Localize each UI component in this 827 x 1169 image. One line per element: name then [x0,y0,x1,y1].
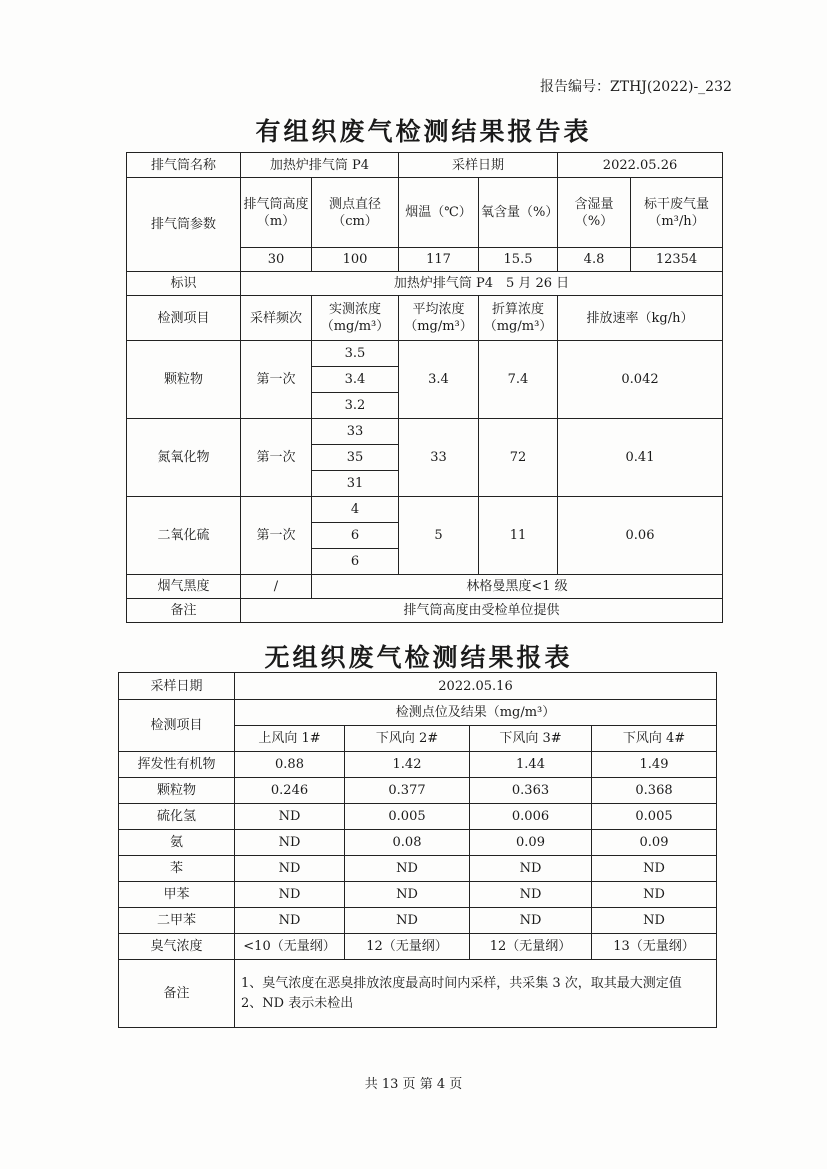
sample-date-label: 采样日期 [399,153,558,178]
cell-value: 0.246 [235,778,345,804]
table-row [119,908,717,934]
param-header: 测点直径（cm） [312,178,399,248]
cell-value: 0.006 [470,804,592,830]
table-row [119,700,717,726]
result-header: 检测项目 [127,296,241,341]
cell-value: 0.377 [345,778,470,804]
table-row [127,419,723,445]
cell-value: 0.09 [470,830,592,856]
converted-value: 72 [479,419,558,497]
measured-value: 3.2 [312,393,399,419]
cell-value: 0.005 [592,804,717,830]
param-value: 30 [241,248,312,272]
pollutant-name: 臭气浓度 [119,934,235,960]
measured-value: 35 [312,445,399,471]
table-row [119,830,717,856]
table-row [127,272,723,296]
table-row [127,575,723,599]
cell-value: ND [345,882,470,908]
stack-name-label: 排气筒名称 [127,153,241,178]
cell-value: ND [235,856,345,882]
param-header: 排气筒高度（m） [241,178,312,248]
cell-value: 1.42 [345,752,470,778]
fugitive-emission-table [118,672,717,1028]
param-header: 标干废气量（m³/h） [631,178,723,248]
item-name: 颗粒物 [127,341,241,419]
point-header: 下风向 3# [470,726,592,752]
result-header: 采样频次 [241,296,312,341]
smoke-label: 烟气黑度 [127,575,241,599]
cell-value: ND [345,856,470,882]
remark-line: 1、臭气浓度在恶臭排放浓度最高时间内采样，共采集 3 次，取其最大测定值 [241,975,682,991]
cell-value: 0.88 [235,752,345,778]
result-header: 实测浓度（mg/m³） [312,296,399,341]
cell-value: ND [345,908,470,934]
measured-value: 33 [312,419,399,445]
cell-value: 0.368 [592,778,717,804]
param-header: 含湿量（%） [558,178,631,248]
param-header: 氧含量（%） [479,178,558,248]
item-freq: 第一次 [241,419,312,497]
param-value: 100 [312,248,399,272]
points-label: 检测点位及结果（mg/m³） [235,700,717,726]
avg-value: 5 [399,497,479,575]
table-row [127,178,723,248]
item-name: 氮氧化物 [127,419,241,497]
smoke-value: 林格曼黑度<1 级 [312,575,723,599]
measured-value: 31 [312,471,399,497]
param-value: 15.5 [479,248,558,272]
organized-emission-title: 有组织废气检测结果报告表 [255,117,592,146]
remark-value: 排气筒高度由受检单位提供 [241,599,723,623]
measured-value: 3.5 [312,341,399,367]
sample-date: 2022.05.16 [235,673,717,700]
cell-value: 13（无量纲） [592,934,717,960]
cell-value: 0.08 [345,830,470,856]
param-value: 117 [399,248,479,272]
cell-value: 0.363 [470,778,592,804]
rate-value: 0.042 [558,341,723,419]
cell-value: <10（无量纲） [235,934,345,960]
table-row [127,497,723,523]
measured-value: 6 [312,523,399,549]
page-footer: 共 13 页 第 4 页 [364,1077,463,1092]
cell-value: ND [592,856,717,882]
rate-value: 0.06 [558,497,723,575]
id-label: 标识 [127,272,241,296]
table-row [119,934,717,960]
cell-value: ND [470,882,592,908]
organized-emission-table [126,152,723,623]
pollutant-name: 氨 [119,830,235,856]
point-header: 下风向 4# [592,726,717,752]
item-freq: 第一次 [241,341,312,419]
pollutant-name: 挥发性有机物 [119,752,235,778]
table-row [127,296,723,341]
converted-value: 11 [479,497,558,575]
remark-label: 备注 [119,960,235,1028]
cell-value: ND [235,882,345,908]
cell-value: ND [592,882,717,908]
point-header: 上风向 1# [235,726,345,752]
table-row [119,882,717,908]
cell-value: ND [470,908,592,934]
table-row [119,960,717,1028]
measured-value: 6 [312,549,399,575]
cell-value: ND [235,908,345,934]
cell-value: 0.09 [592,830,717,856]
item-freq: 第一次 [241,497,312,575]
fugitive-emission-title: 无组织废气检测结果报表 [264,643,573,672]
item-label: 检测项目 [119,700,235,752]
table-row [119,673,717,700]
table-row [119,804,717,830]
cell-value: ND [470,856,592,882]
cell-value: ND [235,804,345,830]
remark-line: 2、ND 表示未检出 [241,995,354,1011]
params-label: 排气筒参数 [127,178,241,272]
cell-value: 12（无量纲） [470,934,592,960]
table-row [127,599,723,623]
item-name: 二氧化硫 [127,497,241,575]
cell-value: 0.005 [345,804,470,830]
pollutant-name: 甲苯 [119,882,235,908]
measured-value: 4 [312,497,399,523]
cell-value: ND [592,908,717,934]
measured-value: 3.4 [312,367,399,393]
param-header: 烟温（℃） [399,178,479,248]
remark-label: 备注 [127,599,241,623]
table-row [127,341,723,367]
stack-name: 加热炉排气筒 P4 [241,153,399,178]
param-value: 4.8 [558,248,631,272]
table-row [119,752,717,778]
pollutant-name: 苯 [119,856,235,882]
table-row [119,778,717,804]
table-row [119,856,717,882]
avg-value: 3.4 [399,341,479,419]
table-row [127,153,723,178]
cell-value: ND [235,830,345,856]
rate-value: 0.41 [558,419,723,497]
result-header: 平均浓度（mg/m³） [399,296,479,341]
sample-date: 2022.05.26 [558,153,723,178]
cell-value: 12（无量纲） [345,934,470,960]
result-header: 折算浓度（mg/m³） [479,296,558,341]
remark-content [235,960,717,1028]
param-value: 12354 [631,248,723,272]
smoke-freq: / [241,575,312,599]
report-number: 报告编号：ZTHJ(2022)-_232 [540,79,732,95]
converted-value: 7.4 [479,341,558,419]
cell-value: 1.49 [592,752,717,778]
date-label: 采样日期 [119,673,235,700]
avg-value: 33 [399,419,479,497]
point-header: 下风向 2# [345,726,470,752]
pollutant-name: 硫化氢 [119,804,235,830]
pollutant-name: 颗粒物 [119,778,235,804]
cell-value: 1.44 [470,752,592,778]
result-header: 排放速率（kg/h） [558,296,723,341]
pollutant-name: 二甲苯 [119,908,235,934]
id-value: 加热炉排气筒 P4 5 月 26 日 [241,272,723,296]
